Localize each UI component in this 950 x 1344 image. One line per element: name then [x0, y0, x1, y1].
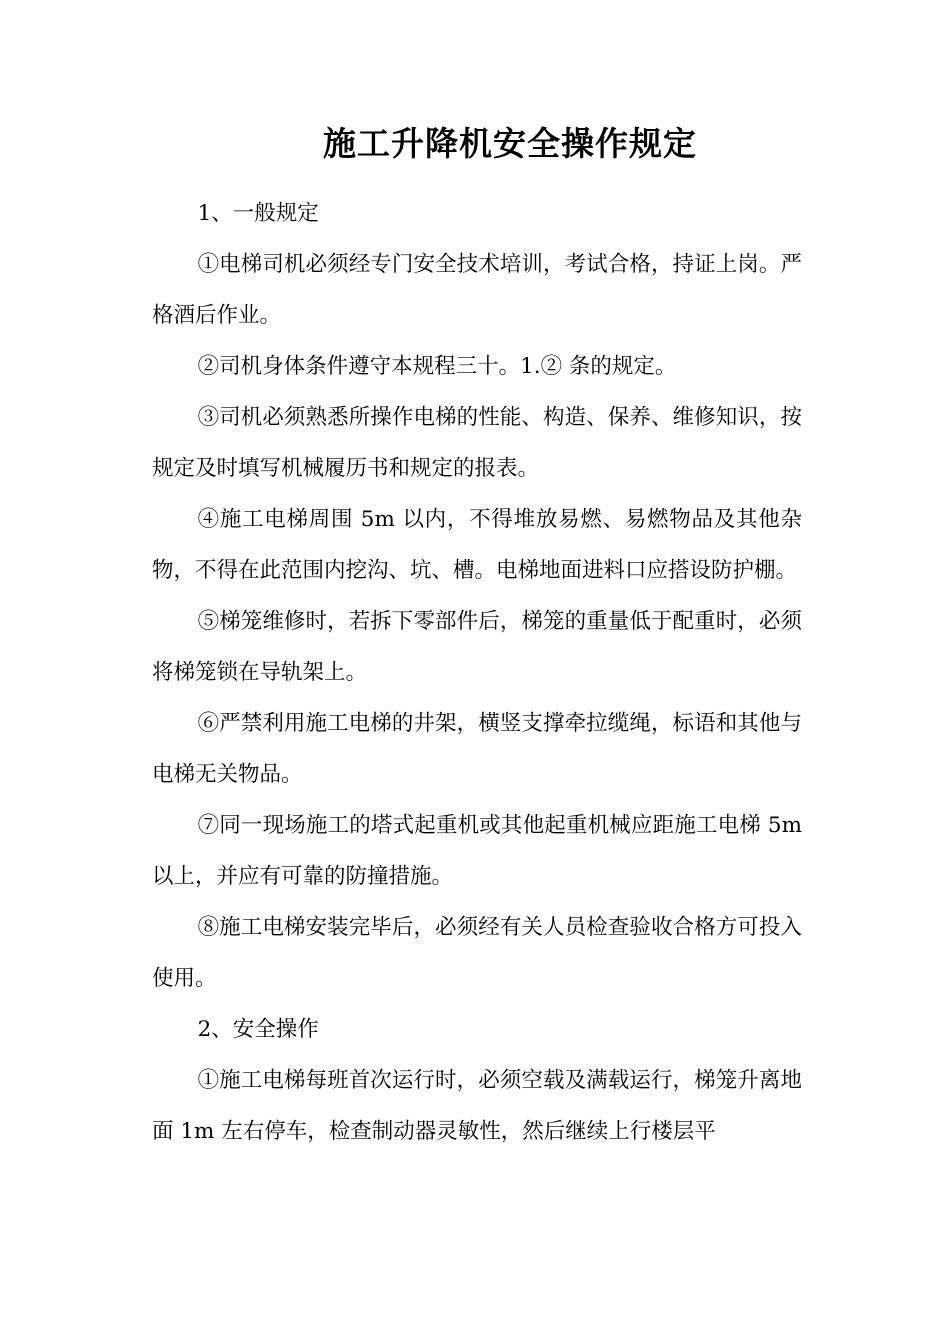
- paragraph-operation-1: ①施工电梯每班首次运行时，必须空载及满载运行，梯笼升离地面 1m 左右停车，检查制动器灵敏性，然后继续上行楼层平: [152, 1068, 802, 1144]
- paragraph-item-1: ①电梯司机必须经专门安全技术培训，考试合格，持证上岗。严格酒后作业。: [152, 252, 802, 328]
- document-title: 施工升降机安全操作规定: [323, 124, 697, 163]
- paragraph-item-5: ⑤梯笼维修时，若拆下零部件后，梯笼的重量低于配重时，必须将梯笼锁在导轨架上。: [152, 609, 802, 685]
- section-heading-general: 1、一般规定: [197, 201, 319, 226]
- paragraph-item-6: ⑥严禁利用施工电梯的井架，横竖支撑牵拉缆绳，标语和其他与电梯无关物品。: [152, 711, 802, 787]
- paragraph-item-7: ⑦同一现场施工的塔式起重机或其他起重机械应距施工电梯 5m 以上，并应有可靠的防撞措施。: [152, 813, 802, 889]
- paragraph-item-8: ⑧施工电梯安装完毕后，必须经有关人员检查验收合格方可投入使用。: [152, 915, 802, 991]
- paragraph-item-4: ④施工电梯周围 5m 以内，不得堆放易燃、易燃物品及其他杂物，不得在此范围内挖沟、坑、槽。电梯地面进料口应搭设防护棚。: [152, 507, 802, 583]
- document-body: [152, 188, 802, 1157]
- section-heading-operation: 2、安全操作: [197, 1017, 319, 1042]
- paragraph-item-2: ②司机身体条件遵守本规程三十。1.② 条的规定。: [197, 354, 677, 379]
- paragraph-item-3: ③司机必须熟悉所操作电梯的性能、构造、保养、维修知识，按规定及时填写机械履历书和规定的报表。: [152, 405, 802, 481]
